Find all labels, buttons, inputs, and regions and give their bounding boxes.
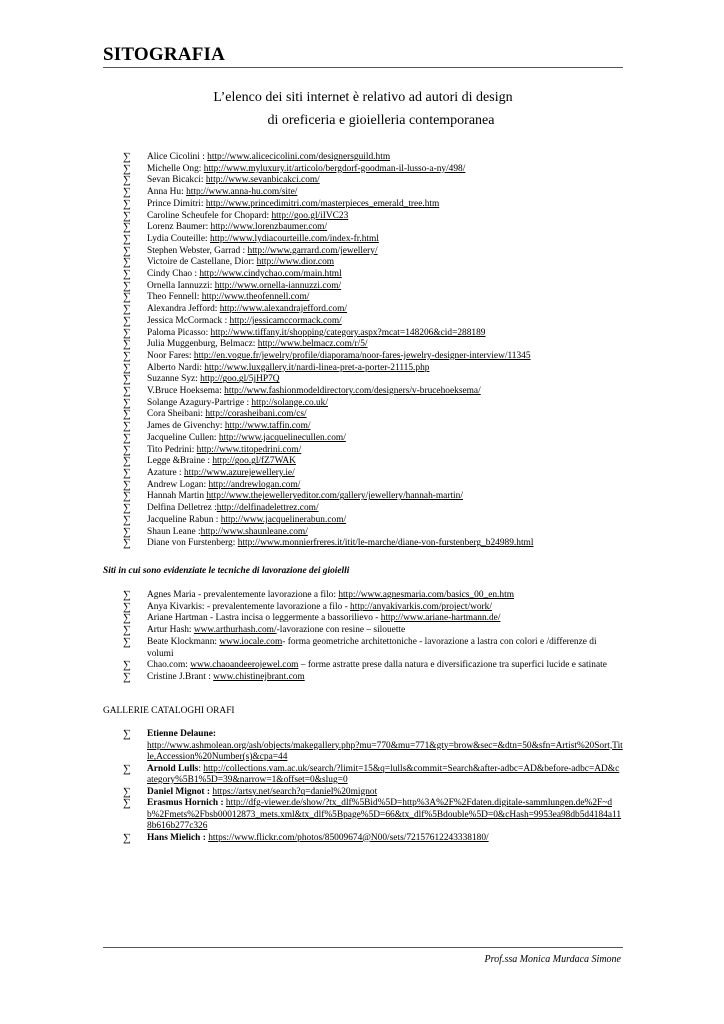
designer-name: Sevan Bicakci: [147, 175, 206, 186]
designer-item [123, 164, 603, 176]
technique-link[interactable]: http://www.agnesmaria.com/basics_00_en.htm [338, 590, 514, 600]
designer-item [123, 421, 603, 433]
designer-name: Lydia Couteille: [147, 233, 211, 244]
designer-item [123, 456, 603, 468]
sigma-bullet-icon: ∑ [123, 466, 131, 479]
intro-line: L’elenco dei siti internet è relativo ad autori di design [213, 90, 513, 105]
sigma-bullet-icon: ∑ [123, 455, 131, 468]
designer-item [123, 281, 603, 293]
designer-name: Theo Fennell: [147, 292, 202, 303]
sigma-bullet-icon: ∑ [123, 408, 131, 421]
gallery-name: Arnold Lulls [147, 763, 199, 774]
designer-name: Andrew Logan: [147, 479, 209, 490]
sigma-bullet-icon: ∑ [123, 174, 131, 187]
designer-link[interactable]: http://www.cindychao.com/main.html [199, 269, 342, 280]
sigma-bullet-icon: ∑ [123, 537, 131, 550]
sigma-bullet-icon: ∑ [123, 268, 131, 281]
technique-text: Cristine J.Brant : [147, 671, 214, 682]
designer-link[interactable]: http://www.anna-hu.com/site/ [186, 187, 298, 198]
sigma-bullet-icon: ∑ [123, 635, 131, 648]
technique-desc: -lavorazione con resine – silouette [276, 625, 406, 636]
technique-item [123, 672, 623, 684]
designer-item [123, 234, 603, 246]
technique-item [123, 602, 623, 614]
designer-link[interactable]: http://corasheibani.com/cs/ [205, 409, 307, 420]
sigma-bullet-icon: ∑ [123, 244, 131, 257]
designer-item [123, 328, 603, 340]
technique-item [123, 625, 623, 637]
designer-item [123, 152, 603, 164]
designers-list [123, 152, 603, 550]
designer-link[interactable]: http://www.jacquelinecullen.com/ [218, 432, 346, 443]
sigma-bullet-icon: ∑ [123, 797, 131, 809]
designer-item [123, 480, 603, 492]
designer-link[interactable]: http://www.belmacz.com/r/5/ [257, 339, 368, 350]
designer-item [123, 503, 603, 515]
gallery-link[interactable]: http://collections.vam.ac.uk/search/?limit=15&q=lulls&commit=Search&after-adbc=AD&before-adbc=AD&category%5B1%5D=39&narrow=1&offset=0&slug=0 [147, 763, 620, 785]
designer-item [123, 374, 603, 386]
designer-link[interactable]: http://en.vogue.fr/jewelry/profile/diaporama/noor-fares-jewelry-designer-interview/11345 [193, 350, 531, 361]
designer-link[interactable]: http://www.taffin.com/ [224, 421, 311, 432]
designer-link[interactable]: http://www.theofennell.com/ [201, 292, 310, 303]
sigma-bullet-icon: ∑ [123, 256, 131, 269]
sigma-bullet-icon: ∑ [123, 624, 131, 637]
designer-item [123, 175, 603, 187]
designer-name: Tito Pedrini: [147, 444, 197, 455]
sigma-bullet-icon: ∑ [123, 612, 131, 625]
sigma-bullet-icon: ∑ [123, 670, 131, 683]
sigma-bullet-icon: ∑ [123, 151, 131, 163]
sigma-bullet-icon: ∑ [123, 831, 131, 844]
designer-item [123, 386, 603, 398]
designer-link[interactable]: http://www.shaunleane.com/ [200, 526, 308, 537]
technique-link[interactable]: www.iocale.com [219, 636, 283, 647]
designer-item [123, 398, 603, 410]
gallery-name: Hans Mielich : [147, 832, 206, 843]
designer-link[interactable]: http://www.princedimitri.com/masterpieces_emerald_tree.htm [205, 198, 440, 209]
designer-name: Ornella Iannuzzi: [147, 280, 215, 291]
technique-link[interactable]: www.chistinejbrant.com [213, 671, 305, 682]
designer-link[interactable]: http://www.dior.com [256, 257, 335, 268]
designer-link[interactable]: http://www.lorenzbaumer.com/ [210, 222, 328, 233]
sigma-bullet-icon: ∑ [123, 314, 131, 327]
designer-link[interactable]: http://www.garrard.com/jewellery/ [247, 245, 378, 256]
designer-name: Suzanne Syz: [147, 374, 201, 385]
technique-text: Anya Kivarkis: - prevalentemente lavorazione a filo - [147, 601, 351, 612]
designer-link[interactable]: http://www.titopedrini.com/ [196, 444, 302, 455]
designer-link[interactable]: http://www.azurejewellery.ie/ [183, 467, 295, 478]
designer-link[interactable]: http://goo.gl/5jHP7Q [200, 374, 280, 385]
page-title: SITOGRAFIA [103, 44, 226, 65]
sigma-bullet-icon: ∑ [123, 303, 131, 316]
gallery-item [123, 798, 623, 833]
designer-item [123, 445, 603, 457]
designer-name: Jacqueline Cullen: [147, 432, 219, 443]
gallery-item [123, 764, 623, 787]
designer-item [123, 409, 603, 421]
sigma-bullet-icon: ∑ [123, 197, 131, 210]
designer-link[interactable]: http://www.tiffany.it/shopping/category.aspx?mcat=148206&cid=288189 [210, 327, 486, 338]
technique-link[interactable]: http://anyakivarkis.com/project/work/ [350, 601, 492, 612]
sigma-bullet-icon: ∑ [123, 338, 131, 351]
designer-name: Legge &Braine : [147, 456, 213, 467]
designer-item [123, 339, 603, 351]
sigma-bullet-icon: ∑ [123, 162, 131, 175]
gallery-link[interactable]: http://dfg-viewer.de/show/?tx_dlf%5Bid%5D=http%3A%2F%2Fdaten.digitale-sammlungen.de%2F~db%2Fmets%2Fbsb00012873_mets.xml&tx_dlf%5Bpage%5D=66&tx_dlf%5Bdouble%5D=0&cHash=9953ea98db5d4184a118b616b277c326 [147, 798, 622, 831]
designer-item [123, 222, 603, 234]
sigma-bullet-icon: ∑ [123, 502, 131, 515]
technique-text: Beate Klockmann: [147, 636, 220, 647]
footer-divider [103, 947, 623, 948]
technique-text: Ariane Hartman - Lastra incisa o leggermente a bassorilievo - [147, 613, 381, 624]
designer-link[interactable]: http://www.lydiacourteille.com/index-fr.html [210, 233, 379, 244]
designer-name: Victoire de Castellane, Dior: [147, 257, 257, 268]
technique-text: Artur Hash: [147, 625, 194, 636]
designer-link[interactable]: http://goo.gl/iIVC23 [271, 210, 349, 221]
designer-item [123, 304, 603, 316]
technique-item [123, 590, 623, 602]
gallery-name: Erasmus Hornich : [147, 798, 224, 808]
designer-name: Alberto Nardi: [147, 362, 205, 373]
technique-link[interactable]: www.arthurhash.com/ [193, 625, 277, 636]
techniques-heading: Siti in cui sono evidenziate le tecniche di lavorazione dei gioielli [103, 566, 350, 576]
designer-link[interactable]: http://www.sevanbicakci.com/ [205, 175, 320, 186]
designer-name: Hannah Martin [147, 491, 207, 502]
designer-item [123, 363, 603, 375]
sigma-bullet-icon: ∑ [123, 209, 131, 222]
designer-name: Jessica McCormack : [147, 315, 230, 326]
gallery-name: Daniel Mignot : [147, 786, 211, 797]
intro-text [103, 86, 623, 132]
designer-name: Alexandra Jefford: [147, 304, 220, 315]
sigma-bullet-icon: ∑ [123, 232, 131, 245]
technique-item [123, 613, 623, 625]
sigma-bullet-icon: ∑ [123, 396, 131, 409]
designer-name: Shaun Leane : [147, 526, 201, 537]
gallery-name: Etienne Delaune: [147, 729, 217, 739]
designer-link[interactable]: http://www.fashionmodeldirectory.com/designers/v-brucehoeksema/ [224, 386, 481, 397]
designer-name: Azature : [147, 467, 184, 478]
technique-text: Agnes Maria - prevalentemente lavorazione a filo: [147, 590, 339, 600]
designer-name: James de Givenchy: [147, 421, 225, 432]
gallery-link[interactable]: https://www.flickr.com/photos/85009674@N00/sets/72157612243338180/ [208, 832, 489, 843]
designer-link[interactable]: http://www.alexandrajefford.com/ [219, 304, 348, 315]
technique-item [123, 660, 623, 672]
designer-item [123, 211, 603, 223]
designer-name: Caroline Scheufele for Chopard: [147, 210, 272, 221]
designer-item [123, 491, 603, 503]
designer-name: Jacqueline Rabun : [147, 514, 221, 525]
sigma-bullet-icon: ∑ [123, 349, 131, 362]
sigma-bullet-icon: ∑ [123, 420, 131, 433]
sigma-bullet-icon: ∑ [123, 659, 131, 672]
sigma-bullet-icon: ∑ [123, 326, 131, 339]
sigma-bullet-icon: ∑ [123, 525, 131, 538]
designer-link[interactable]: http://solange.co.uk/ [251, 397, 328, 408]
designer-item [123, 292, 603, 304]
designer-item [123, 257, 603, 269]
technique-link[interactable]: www.chaoandeerojewel.com [190, 660, 299, 671]
gallery-item [123, 729, 623, 764]
sigma-bullet-icon: ∑ [123, 478, 131, 491]
designer-name: Cora Sheibani: [147, 409, 206, 420]
technique-item [123, 637, 623, 660]
designer-item [123, 515, 603, 527]
technique-desc: - forma geometriche architettoniche - lavorazione a lastra con colori e /differenze di volumi [147, 636, 597, 659]
designer-item [123, 538, 603, 550]
techniques-list [123, 590, 623, 684]
sigma-bullet-icon: ∑ [123, 221, 131, 234]
footer-author: Prof.ssa Monica Murdaca Simone [484, 954, 621, 965]
technique-desc: – forme astratte prese dalla natura e diversificazione tra superfici lucide e satinate [298, 660, 607, 671]
sigma-bullet-icon: ∑ [123, 373, 131, 386]
sigma-bullet-icon: ∑ [123, 361, 131, 374]
sigma-bullet-icon: ∑ [123, 490, 131, 503]
designer-name: Stephen Webster, Garrad : [147, 245, 248, 256]
intro-line: di oreficeria e gioielleria contemporanea [267, 113, 495, 128]
designer-name: V.Bruce Hoeksema: [147, 386, 225, 397]
gallery-link[interactable]: http://www.ashmolean.org/ash/objects/makegallery.php?mu=770&mu=771&gty=brow&sec=&dtn=50&sfn=Artist%20Sort,Title,Accession%20Number(s)&cpa=44 [147, 740, 623, 762]
designer-item [123, 468, 603, 480]
technique-link[interactable]: http://www.ariane-hartmann.de/ [380, 613, 501, 624]
sigma-bullet-icon: ∑ [123, 385, 131, 398]
designer-item [123, 246, 603, 258]
sigma-bullet-icon: ∑ [123, 291, 131, 304]
designer-item [123, 351, 603, 363]
designer-name: Solange Azagury-Partrige : [147, 397, 252, 408]
designer-link[interactable]: http://delfinadelettrez.com/ [216, 503, 319, 514]
designer-item [123, 433, 603, 445]
designer-link[interactable]: http://www.luxgallery.it/nardi-linea-pret-a-porter-21115.php [204, 362, 430, 373]
designer-name: Paloma Picasso: [147, 327, 211, 338]
designer-name: Lorenz Baumer: [147, 222, 211, 233]
designer-link[interactable]: http://www.thejewelleryeditor.com/gallery/jewellery/hannah-martin/ [206, 491, 463, 502]
designer-name: Delfina Delletrez : [147, 503, 217, 514]
designer-link[interactable]: http://jessicamccormack.com/ [229, 315, 342, 326]
sigma-bullet-icon: ∑ [123, 186, 131, 199]
designer-name: Michelle Ong: [147, 163, 204, 174]
gallery-separator: : [198, 763, 204, 774]
sigma-bullet-icon: ∑ [123, 785, 131, 798]
sigma-bullet-icon: ∑ [123, 762, 131, 775]
designer-link[interactable]: http://www.jacquelinerabun.com/ [220, 514, 347, 525]
sigma-bullet-icon: ∑ [123, 513, 131, 526]
designer-name: Noor Fares: [147, 350, 194, 361]
designer-link[interactable]: http://www.monnierfreres.it/itit/le-marche/diane-von-furstenberg_b24989.html [237, 538, 534, 549]
gallery-item [123, 833, 623, 845]
sigma-bullet-icon: ∑ [123, 589, 131, 601]
designer-item [123, 187, 603, 199]
galleries-list [123, 729, 623, 844]
designer-link[interactable]: http://goo.gl/fZ7WAK [212, 456, 296, 467]
designer-link[interactable]: http://www.myluxury.it/articolo/bergdorf-goodman-il-lusso-a-ny/498/ [203, 163, 466, 174]
sigma-bullet-icon: ∑ [123, 431, 131, 444]
designer-name: Cindy Chao : [147, 269, 200, 280]
technique-text: Chao.com: [147, 660, 191, 671]
designer-link[interactable]: http://www.ornella-iannuzzi.com/ [214, 280, 342, 291]
gallery-item [123, 787, 623, 799]
designer-item [123, 316, 603, 328]
designer-name: Alice Cicolini : [147, 152, 208, 162]
designer-item [123, 527, 603, 539]
designer-link[interactable]: http://www.alicecicolini.com/designersguild.htm [207, 152, 391, 162]
designer-name: Prince Dimitri: [147, 198, 206, 209]
designer-name: Anna Hu: [147, 187, 187, 198]
designer-name: Julia Muggenburg, Belmacz: [147, 339, 258, 350]
sigma-bullet-icon: ∑ [123, 600, 131, 613]
sigma-bullet-icon: ∑ [123, 443, 131, 456]
designer-link[interactable]: http://andrewlogan.com/ [208, 479, 301, 490]
sigma-bullet-icon: ∑ [123, 728, 131, 740]
gallery-link[interactable]: https://artsy.net/search?q=daniel%20mignot [212, 786, 378, 797]
title-divider [103, 67, 623, 68]
designer-name: Diane von Furstenberg: [147, 538, 238, 549]
designer-item [123, 269, 603, 281]
galleries-heading: GALLERIE CATALOGHI ORAFI [103, 706, 235, 716]
designer-item [123, 199, 603, 211]
sigma-bullet-icon: ∑ [123, 279, 131, 292]
